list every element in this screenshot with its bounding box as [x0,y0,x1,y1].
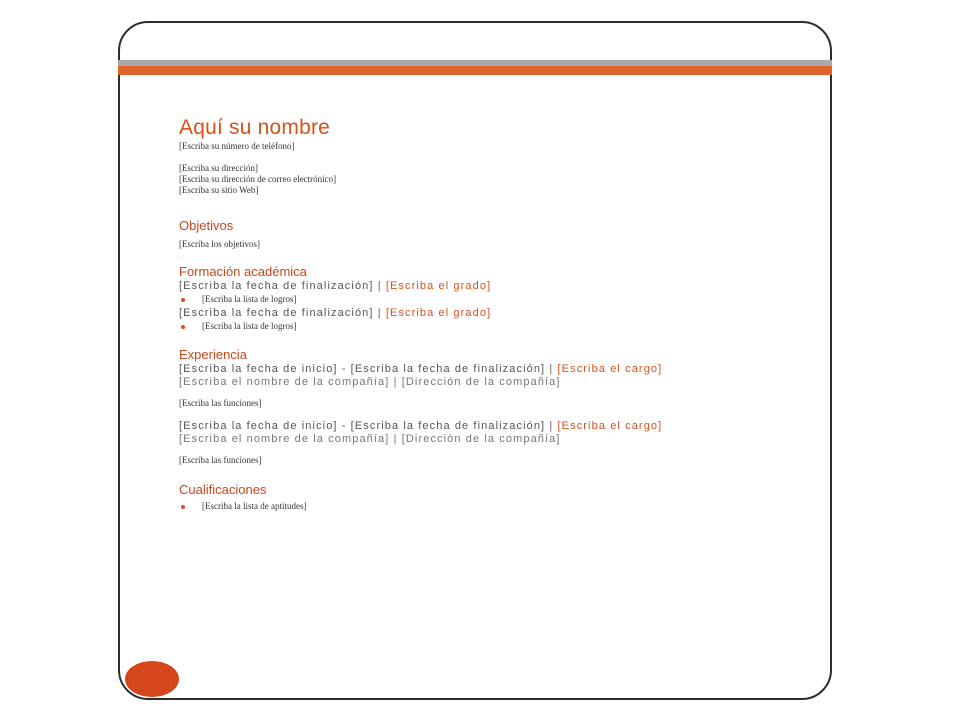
email-line: [Escriba su dirección de correo electrónico] [179,174,337,184]
resume-name: Aquí su nombre [179,116,331,139]
bullet-icon [181,325,185,329]
education-date: [Escriba la fecha de finalización] [179,280,374,292]
bullet-icon [181,298,185,302]
resume-document [179,115,779,512]
website-line: [Escriba su sitio Web] [179,185,259,195]
bullet-icon [181,505,185,509]
education-heading: Formación académica [179,264,307,279]
education-achievements-2 [179,321,779,332]
company-name: [Escriba el nombre de la compañía] [179,433,390,445]
achievements-text: [Escriba la lista de logros] [202,294,297,304]
experience-position: [Escriba el cargo] [557,363,663,375]
qualifications-skills [179,501,779,512]
achievements-text: [Escriba la lista de logros] [202,321,297,331]
skills-text: [Escriba la lista de aptitudes] [202,501,307,511]
objectives-heading: Objetivos [179,218,234,233]
education-date: [Escriba la fecha de finalización] [179,307,374,319]
experience-separator: | [549,363,554,375]
education-separator: | [377,280,382,292]
company-address: [Dirección de la compañía] [401,376,561,388]
phone-line: [Escriba su número de teléfono] [179,141,295,151]
experience-company-2: [Escriba el nombre de la compañía] | [Dirección de la compañía] [179,433,561,445]
education-entry-1 [179,280,779,293]
education-degree: [Escriba el grado] [385,307,492,319]
qualifications-heading: Cualificaciones [179,482,267,497]
header-band-orange [118,66,832,75]
experience-heading: Experiencia [179,347,247,362]
education-separator: | [377,307,382,319]
company-address: [Dirección de la compañía] [401,433,561,445]
experience-dates: [Escriba la fecha de inicio] - [Escriba la fecha de finalización] [179,420,546,432]
corner-circle-decoration [125,661,179,697]
education-entry-2 [179,307,779,320]
experience-company-1: [Escriba el nombre de la compañía] | [Dirección de la compañía] [179,376,561,388]
experience-separator: | [549,420,554,432]
objectives-text: [Escriba los objetivos] [179,239,260,249]
experience-entry-2 [179,420,774,433]
experience-position: [Escriba el cargo] [557,420,663,432]
address-line: [Escriba su dirección] [179,163,258,173]
experience-dates: [Escriba la fecha de inicio] - [Escriba la fecha de finalización] [179,363,546,375]
experience-duties-2: [Escriba las funciones] [179,455,262,465]
experience-entry-1 [179,363,774,376]
education-degree: [Escriba el grado] [385,280,492,292]
education-achievements-1 [179,294,779,305]
company-name: [Escriba el nombre de la compañía] [179,376,390,388]
experience-duties-1: [Escriba las funciones] [179,398,262,408]
